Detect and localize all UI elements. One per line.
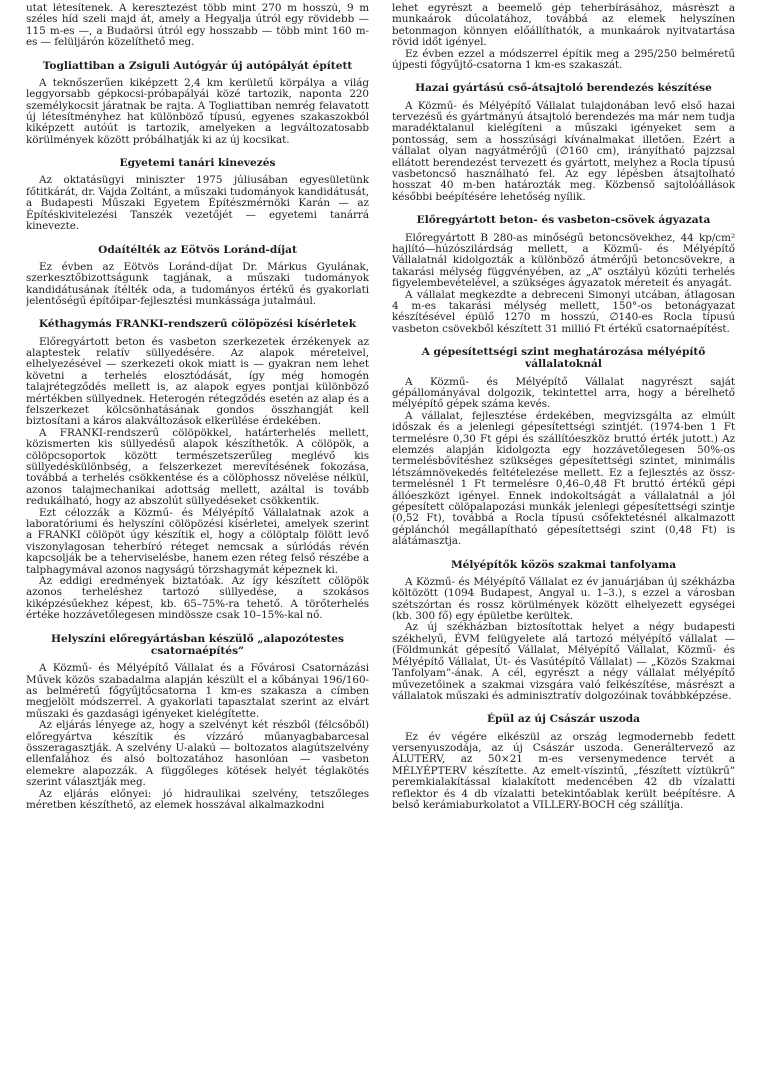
article-paragraph: A vállalat, fejlesztése érdekében, megvizsgálta az elmúlt időszak és a jelenlegi gépesítettségi szintjét. (1974-ben 1 Ft termelésre 0,30 Ft gépi és szállítóeszköz bruttó érték jutott.) Az elemzés alapján kidolgozta egy hozzávetőlegesen 50%-os termelésbővítéshez szükséges gépesítettségi szintet, minimális létszámnövekedés feltételezése mellett. Ez a fejlesztés az össz-termelésnél 1 Ft termelésre 0,46–0,48 Ft bruttó értékű gépi állóeszközt igényel. Ennek indokoltságát a vállalatnál a jól gépesített cölöpalapozási munkák jelenlegi gépesítettségi szintje (0,52 Ft), továbbá a Rocla típusú csőfektetésnél alkalmazott géplánchól megállapítható gépesítettségi szint (0,48 Ft) is alátámasztja.	[392, 409, 735, 548]
article-paragraph: Az eddigi eredmények biztatóak. Az így készített cölöpök azonos terheléshez tartozó süllyedése, a szokásos kiképzésűekhez képest, kb. 65–75%-ra tehető. A törőterhelés értéke hozzávetőlegesen mindössze csak 10–15%-kal nő.	[26, 575, 369, 622]
article-heading: Mélyépítők közös szakmai tanfolyama	[450, 558, 677, 571]
article-paragraph: Ez év végére elkészül az ország legmodernebb fedett versenyuszodája, az új Császár uszoda. Generáltervező az ÁLUTERV, az 50×21 m-es versenymedence tervét a MÉLYÉPTERV készítette. Az emelt-víszintű, „fészített víztükrű” peremkialakítással kialakított medencében 42 db vízalatti reflektor és 4 db vízalatti betekintőablak került beépítésre. A belső kerámiaburkolatot a VILLERY-BOCH cég szállítja.	[392, 730, 735, 811]
article-heading: Togliattiban a Zsiguli Autógyár új autópályát épített	[42, 59, 353, 72]
article-paragraph: A FRANKI-rendszerű cölöpökkel, határterhelés mellett, közismerten kis süllyedésű alapok készíthetők. A cölöpök, a cölöpcsoportok között természetszerűleg meglévő kis süllyedéskülönbség, a felszerkezet merevítésének fokozása, továbbá a terhelés csökkentése és a cölöphossz növelése nélkül, azonos talajmechanikai adottság mellett, azáltal is tovább redukálható, hogy az abszolút süllyedéseket csökkentik.	[26, 426, 369, 508]
article-paragraph: A Közmű- és Mélyépítő Vállalat ez év januárjában új székházba költözött (1094 Budapest, Angyal u. 1–3.), s ezzel a városban szétszórtan és rossz körülmények között elhelyezett egységei (kb. 300 fő) egy épületbe kerültek.	[392, 575, 735, 623]
article-heading: Épül az új Császár uszoda	[486, 713, 641, 726]
article-togliattiban-a-zsiguli-autogyar-uj-autop	[26, 60, 369, 147]
article-egyetemi-tanari-kinevezes	[26, 157, 369, 232]
article-paragraph: Az eljárás lényege az, hogy a szelvényt két részből (félcsőből) előregyártva készítik és vízzáró műanyagbabarcesal összeragasztják. A szelvény U-alakú — boltozatos alagútszelvény ellenfalához és alsó boltozatához hasonlóan — vasbeton elemekre alapozzák. A függőleges kötések helyét téglakötés szerint választják meg.	[26, 719, 369, 789]
article-heading: Egyetemi tanári kinevezés	[119, 157, 276, 170]
article-heading: Odaítélték az Eötvös Loránd-díjat	[98, 243, 297, 256]
article-odaiteltek-az-eotvos-lorand-dijat	[26, 244, 369, 308]
article-paragraph: Ez évben ezzel a módszerrel építik meg a 295/250 belméretű újpesti főgyűjtő-csatorna 1 km-es szakaszát.	[392, 47, 735, 72]
article-paragraph: A Közmű- és Mélyépítő Vállalat és a Fővárosi Csatornázási Művek közös szabadalma alapján készült el a kőbányai 196/160-as belméretű főgyűjtőcsatorna 1 km-es szakasza a címben megjelölt módszerrel. A gyakorlati tapasztalat szerint az elvárt műszaki és gazdasági igényeket kielégítette.	[26, 662, 369, 720]
article-continued	[26, 3, 369, 49]
article-kethagymas-franki-rendszeru-colopozesi-k	[26, 318, 369, 621]
article-heading: Helyszíni előregyártásban készülő „alapozótestes csatornaépítés”	[50, 632, 345, 657]
article-heading: Előregyártott beton- és vasbeton-csövek ágyazata	[416, 214, 711, 227]
right-column	[392, 3, 735, 1079]
article-heading: Kéthagymás FRANKI-rendszerű cölöpözési kísérletek	[38, 318, 357, 331]
article-paragraph: lehet egyrészt a beemelő gép teherbírásához, másrészt a munkaárok dúcolatához, továbbá az elemek helyszínen betonmagon könnyen előállíthatók, a munkaárok nyitvatartása rövid időt igényel.	[392, 3, 735, 49]
article-eloregyartott-beton-es-vasbeton-csovek-a	[392, 214, 735, 335]
article-paragraph: Ezt célozzák a Közmű- és Mélyépítő Vállalatnak azok a laboratóriumi és helyszíni cölöpözési kísérletei, amelyek szerint a FRANKI cölöpöt úgy készítik el, hogy a cölöptalp fölött levő viszonylagosan teherbíró réteget nemcsak a súrlódás révén kapcsolják be a teherviselésbe, hanem ezen réteg felső részébe a talphagymával azonos nagyságú törzshagymát képeznek ki.	[26, 506, 369, 576]
article-paragraph: A Közmű- és Mélyépítő Vállalat nagyrészt saját gépállományával dolgozik, tekintettel arra, hogy a bérelhető mélyépítő gépek száma kevés.	[392, 375, 735, 411]
article-continued	[392, 3, 735, 71]
article-helyszini-eloregyartasban-keszulo-alapoz	[26, 633, 369, 812]
article-hazai-gyartasu-cso-atsajtolo-berendezes-	[392, 82, 735, 203]
article-paragraph: Ez évben az Eötvös Loránd-díjat Dr. Márkus Gyulának, szerkesztőbizottságunk tagjának, a műszaki tudományok kandidátusának ítélték oda, a tudományos értékű és gyakorlati jelentőségű építőipar-fejlesztési munkássága jutalmául.	[26, 260, 369, 307]
article-paragraph: Az oktatásügyi miniszter 1975 júliusában egyesületünk főtitkárát, dr. Vajda Zoltánt, a műszaki tudományok kandidátusát, a Budapesti Műszaki Egyetem Építészmérnöki Karán — az Építéskivitelezési Tanszék vezetőjét — egyetemi tanárrá kinevezte.	[26, 174, 369, 233]
article-a-gepesitettsegi-szint-meghatarozasa-mel	[392, 346, 735, 548]
article-paragraph: A Közmű- és Mélyépítő Vállalat tulajdonában levő első hazai tervezésű és gyártmányú átsajtoló berendezés ma már nem tudja maradéktalanul kielégíteni a műszaki igényeket sem a pontosság, sem a hosszúsági kívánalmakat illetően. Ezért a vállalat olyan nagyátmérőjű (∅160 cm), irányítható pajzzsal ellátott berendezést tervezett és gyártott, melyhez a Rocla típusú vasbetoncső használható fel. Az egy lépésben átsajtolható hosszat 40 m-ben határozták meg. Közbenső sajtolóállások későbbi beépítésére lehetőség nyílik.	[392, 99, 735, 203]
article-epul-az-uj-csaszar-uszoda	[392, 713, 735, 811]
article-heading: A gépesítettségi szint meghatározása mélyépítő vállalatoknál	[421, 346, 706, 371]
article-paragraph: A vállalat megkezdte a debreceni Simonyi utcában, átlagosan 4 m-es takarási mélység mellett, 150°-os betonágyazat készítésével épülő 1270 m hosszú, ∅140-es Rocla típusú vasbeton csövekből készített 31 millió Ft értékű csatornaépítést.	[392, 288, 735, 335]
article-paragraph: A teknőszerűen kiképzett 2,4 km kerületű körpálya a világ leggyorsabb gépkocsi-próbapályái közé tartozik, naponta 220 személykocsit járatnak be rajta. A Togliattiban nemrég felavatott új létesítményhez hat különböző típusú, egyenes szakaszokból kiképzett autóút is tartozik, amelyeken a legváltozatosabb körülmények között próbálhatják ki az új kocsikat.	[26, 76, 369, 146]
article-paragraph: Előregyártott beton és vasbeton szerkezetek érzékenyek az alaptestek relatív süllyedésére. Az alapok méreteivel, elhelyezésével — szerkezeti okok miatt is — gyakran nem lehet követni a terhelés elosztódását, így még homogén talajrétegződés mellett is, az alapok egyes pontjai különböző mértékben süllyednek. Heterogén rétegződés esetén az alap és a felszerkezet kölcsönhatásának gondos összhangját kell biztosítani a káros alakváltozások elkerülése érdekében.	[26, 335, 369, 428]
article-paragraph: Az eljárás előnyei: jó hidraulikai szelvény, tetszőleges méretben készíthető, az elemek hosszával alkalmazkodni	[26, 787, 369, 811]
left-column	[26, 3, 369, 1079]
article-melyepitok-kozos-szakmai-tanfolyama	[392, 559, 735, 703]
article-heading: Hazai gyártású cső-átsajtoló berendezés készítése	[415, 82, 712, 95]
article-paragraph: Előregyártott B 280-as minőségű betoncsövekhez, 44 kp/cm² hajlító—húzószilárdság mellett, a Közmű- és Mélyépítő Vállalatnál kidolgozták a különböző átmérőjű betoncsövekre, a takarási mélység függvényében, az „A” osztályú közúti terhelés figyelembevételével, a szükséges ágyazatok méreteit és anyagát.	[392, 231, 735, 290]
article-paragraph: Az új székházban biztosítottak helyet a négy budapesti székhelyű, ÉVM felügyelete alá tartozó mélyépítő vállalat — (Földmunkát gépesítő Vállalat, Mélyépítő Vállalat, Közmű- és Mélyépítő Vállalat, Út- és Vasútépítő Vállalat) — „Közös Szakmai Tanfolyam”-ának. A cél, egyrészt a négy vállalat mélyépítő művezetőinek a szakmai vizsgára való felkészítése, másrészt a vállalatok műszaki és adminisztratív dolgozóinak továbbképzése.	[392, 621, 735, 702]
article-paragraph: utat létesítenek. A keresztezést több mint 270 m hosszú, 9 m széles híd szeli majd át, amely a Hegyalja útról egy rövidebb — 115 m-es —, a Budaörsi útról egy hosszabb — több mint 160 m-es — felüljárón közelíthető meg.	[26, 3, 369, 49]
